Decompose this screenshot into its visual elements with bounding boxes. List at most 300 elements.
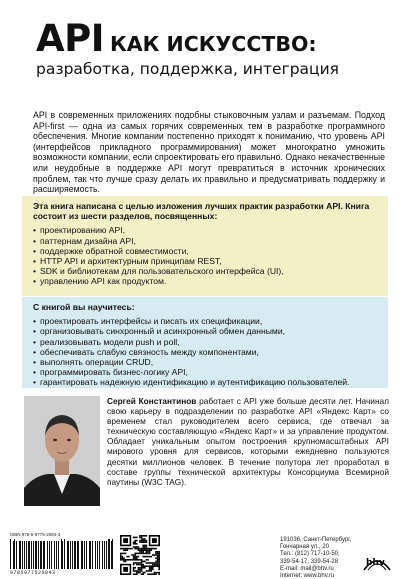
qr-module <box>141 540 143 542</box>
qr-module <box>141 549 143 551</box>
qr-module <box>136 562 138 564</box>
qr-module <box>147 562 149 564</box>
qr-module <box>134 570 136 572</box>
learn-list <box>33 316 378 387</box>
qr-module <box>157 559 159 561</box>
qr-module <box>120 559 122 561</box>
list-item: • паттернам дизайна API, <box>33 236 378 246</box>
qr-module <box>149 549 151 551</box>
barcode-bar <box>58 541 59 569</box>
qr-module <box>142 538 144 540</box>
qr-module <box>150 562 152 564</box>
barcode-bar <box>28 541 29 569</box>
qr-module <box>133 562 135 564</box>
qr-module <box>155 562 157 564</box>
qr-module <box>123 553 125 555</box>
qr-module <box>141 541 143 543</box>
qr-module <box>147 548 149 550</box>
barcode-bar <box>92 541 93 569</box>
barcode-bar <box>38 541 39 569</box>
isbn-number: ISBN 978-5-9775-2084-3 <box>10 532 61 537</box>
qr-module <box>158 565 160 567</box>
qr-module <box>125 553 127 555</box>
qr-module <box>136 556 138 558</box>
barcode-bar <box>26 541 27 569</box>
qr-module <box>146 540 148 542</box>
qr-module <box>152 562 154 564</box>
qr-module <box>125 549 127 551</box>
qr-module <box>158 551 160 553</box>
qr-module <box>126 556 128 558</box>
qr-module <box>136 546 138 548</box>
qr-module <box>154 573 156 575</box>
qr-code <box>120 535 160 575</box>
barcode-bar <box>86 541 87 569</box>
learn-title: С книгой вы научитесь: <box>33 302 135 312</box>
barcode-bar <box>43 541 44 569</box>
qr-module <box>122 557 124 559</box>
publisher-line: Тел.: (812) 717-10-50, <box>280 551 340 558</box>
book-contents-panel <box>22 196 388 296</box>
barcode-bar <box>14 539 15 569</box>
qr-module <box>141 562 143 564</box>
qr-module <box>122 559 124 561</box>
qr-module <box>146 553 148 555</box>
qr-module <box>152 573 154 575</box>
qr-module <box>144 561 146 563</box>
barcode-bar <box>35 541 37 569</box>
qr-module <box>128 559 130 561</box>
qr-module <box>157 556 159 558</box>
list-item: • SDK и библиотекам для пользовательского интерфейса (UI), <box>33 266 378 276</box>
qr-module <box>150 573 152 575</box>
qr-module <box>155 557 157 559</box>
qr-module <box>146 541 148 543</box>
barcode-bar <box>70 541 71 569</box>
qr-module <box>122 553 124 555</box>
qr-module <box>138 559 140 561</box>
qr-module <box>158 553 160 555</box>
qr-module <box>155 573 157 575</box>
barcode-bar <box>51 541 53 569</box>
title-main <box>36 17 386 60</box>
qr-module <box>139 541 141 543</box>
qr-module <box>125 559 127 561</box>
qr-module <box>130 559 132 561</box>
qr-module <box>139 567 141 569</box>
qr-module <box>142 548 144 550</box>
qr-module <box>131 548 133 550</box>
qr-module <box>144 548 146 550</box>
qr-module <box>144 540 146 542</box>
qr-module <box>139 537 141 539</box>
qr-module <box>146 546 148 548</box>
qr-module <box>157 572 159 574</box>
qr-module <box>149 548 151 550</box>
qr-module <box>139 551 141 553</box>
qr-module <box>120 554 122 556</box>
list-item: • HTTP API и архитектурным принципам REST, <box>33 256 378 266</box>
learn-panel <box>22 297 388 388</box>
qr-module <box>141 573 143 575</box>
qr-module <box>146 562 148 564</box>
qr-module <box>141 551 143 553</box>
qr-module <box>157 564 159 566</box>
qr-module <box>138 553 140 555</box>
qr-module <box>142 553 144 555</box>
barcode-bar <box>54 541 55 569</box>
barcode-bar <box>84 541 85 569</box>
qr-module <box>134 557 136 559</box>
publisher-address <box>280 537 370 579</box>
qr-module <box>149 556 151 558</box>
qr-module <box>152 565 154 567</box>
qr-module <box>128 556 130 558</box>
qr-module <box>144 572 146 574</box>
barcode-bar <box>62 541 63 569</box>
book-title <box>36 17 386 78</box>
qr-module <box>142 572 144 574</box>
qr-module <box>141 567 143 569</box>
qr-module <box>150 570 152 572</box>
qr-module <box>155 553 157 555</box>
qr-module <box>139 562 141 564</box>
barcode-bar <box>16 541 17 569</box>
qr-module <box>134 553 136 555</box>
qr-module <box>158 557 160 559</box>
qr-module <box>122 548 124 550</box>
qr-module <box>120 553 122 555</box>
barcode-bar <box>77 541 78 569</box>
qr-module <box>133 541 135 543</box>
qr-module <box>139 559 141 561</box>
barcode-bar <box>61 539 62 569</box>
qr-module <box>141 559 143 561</box>
qr-module <box>141 564 143 566</box>
qr-module <box>128 548 130 550</box>
barcode-bar <box>112 539 113 569</box>
qr-module <box>149 569 151 571</box>
qr-module <box>144 545 146 547</box>
publisher-line: 339-54-17, 339-54-28 <box>280 558 339 565</box>
qr-module <box>152 548 154 550</box>
barcode-bar <box>90 541 91 569</box>
qr-module <box>123 548 125 550</box>
qr-module <box>139 549 141 551</box>
qr-module <box>134 556 136 558</box>
qr-module <box>149 567 151 569</box>
qr-module <box>134 554 136 556</box>
qr-module <box>146 551 148 553</box>
list-item: • поддержке обратной совместимости, <box>33 246 378 256</box>
author-photo <box>24 396 100 506</box>
qr-module <box>154 564 156 566</box>
qr-module <box>122 556 124 558</box>
qr-module <box>141 537 143 539</box>
qr-module <box>150 565 152 567</box>
qr-module <box>142 565 144 567</box>
qr-module <box>120 557 122 559</box>
barcode-bar <box>95 541 96 569</box>
qr-module <box>158 562 160 564</box>
publisher-line: Internet: www.bhv.ru <box>280 573 335 579</box>
qr-module <box>133 564 135 566</box>
qr-module <box>134 567 136 569</box>
qr-module <box>133 546 135 548</box>
qr-module <box>144 541 146 543</box>
barcode-bar <box>40 541 41 569</box>
qr-module <box>120 556 122 558</box>
qr-module <box>142 573 144 575</box>
qr-module <box>134 543 136 545</box>
qr-module <box>158 572 160 574</box>
qr-module <box>152 567 154 569</box>
barcode-bar <box>67 541 69 569</box>
qr-finder <box>152 538 157 543</box>
qr-module <box>136 537 138 539</box>
qr-module <box>158 564 160 566</box>
qr-module <box>144 567 146 569</box>
qr-module <box>146 559 148 561</box>
barcode-bar <box>10 539 11 569</box>
qr-module <box>157 553 159 555</box>
qr-module <box>136 553 138 555</box>
list-item: • обеспечивать слабую связность между компонентами, <box>33 347 378 357</box>
barcode-bar <box>72 541 73 569</box>
qr-module <box>146 565 148 567</box>
qr-module <box>149 553 151 555</box>
qr-module <box>138 562 140 564</box>
qr-module <box>136 570 138 572</box>
qr-module <box>136 540 138 542</box>
barcode-bar <box>33 541 34 569</box>
qr-module <box>136 543 138 545</box>
qr-module <box>152 554 154 556</box>
title-rest-words: КАК ИСКУССТВО: <box>110 32 317 56</box>
qr-module <box>139 572 141 574</box>
qr-module <box>133 556 135 558</box>
qr-module <box>139 570 141 572</box>
qr-module <box>144 535 146 537</box>
qr-module <box>133 557 135 559</box>
qr-module <box>157 554 159 556</box>
qr-module <box>150 556 152 558</box>
qr-finder <box>123 567 128 572</box>
qr-module <box>136 572 138 574</box>
barcode-bar <box>44 541 45 569</box>
publisher-line: 191036, Санкт-Петербург, <box>280 537 352 543</box>
qr-module <box>149 551 151 553</box>
qr-module <box>152 564 154 566</box>
qr-module <box>139 553 141 555</box>
qr-module <box>147 553 149 555</box>
qr-module <box>134 546 136 548</box>
qr-module <box>138 569 140 571</box>
qr-module <box>144 546 146 548</box>
barcode-bar <box>47 541 48 569</box>
qr-module <box>139 564 141 566</box>
qr-module <box>154 565 156 567</box>
list-item: • организовывать синхронный и асинхронный обмен данными, <box>33 326 378 336</box>
qr-module <box>142 556 144 558</box>
qr-module <box>134 559 136 561</box>
barcode-bar <box>89 541 90 569</box>
barcode <box>10 539 115 569</box>
qr-module <box>136 557 138 559</box>
barcode-bar <box>97 541 99 569</box>
barcode-bar <box>99 541 100 569</box>
qr-module <box>133 543 135 545</box>
qr-module <box>155 564 157 566</box>
list-item: • проектированию API, <box>33 225 378 235</box>
barcode-bar <box>49 541 50 569</box>
barcode-bar <box>102 541 103 569</box>
barcode-bar <box>24 541 25 569</box>
book-contents-list <box>33 225 378 286</box>
qr-module <box>158 567 160 569</box>
publisher-line: Гончарная ул., 20 <box>280 544 329 551</box>
qr-module <box>134 548 136 550</box>
qr-module <box>142 545 144 547</box>
qr-module <box>141 565 143 567</box>
qr-module <box>146 548 148 550</box>
qr-module <box>157 562 159 564</box>
qr-module <box>155 572 157 574</box>
qr-module <box>136 573 138 575</box>
qr-module <box>133 570 135 572</box>
qr-module <box>157 565 159 567</box>
qr-module <box>126 559 128 561</box>
qr-module <box>139 569 141 571</box>
qr-module <box>131 559 133 561</box>
qr-module <box>142 540 144 542</box>
qr-module <box>141 548 143 550</box>
qr-module <box>134 540 136 542</box>
list-item: • программировать бизнес-логику API, <box>33 367 378 377</box>
qr-module <box>123 559 125 561</box>
qr-module <box>133 537 135 539</box>
qr-module <box>134 537 136 539</box>
qr-module <box>144 553 146 555</box>
isbn-block <box>10 532 115 576</box>
qr-module <box>158 554 160 556</box>
qr-module <box>155 565 157 567</box>
qr-module <box>147 570 149 572</box>
qr-module <box>134 562 136 564</box>
qr-module <box>154 554 156 556</box>
qr-module <box>149 573 151 575</box>
qr-module <box>142 567 144 569</box>
barcode-bar <box>31 541 32 569</box>
qr-module <box>142 551 144 553</box>
barcode-bar <box>104 541 105 569</box>
qr-module <box>158 569 160 571</box>
qr-module <box>144 565 146 567</box>
bhv-logo-text: bhv <box>366 558 385 568</box>
barcode-digits: 9785977520843 <box>10 570 56 576</box>
qr-module <box>155 554 157 556</box>
qr-module <box>146 570 148 572</box>
barcode-bar <box>106 541 107 569</box>
barcode-bar <box>78 541 79 569</box>
barcode-bar <box>19 541 21 569</box>
list-item: • гарантировать надежную идентификацию и аутентификацию пользователей. <box>33 377 378 387</box>
qr-module <box>141 538 143 540</box>
barcode-bar <box>56 541 57 569</box>
list-item: • реализовывать модели push и poll, <box>33 337 378 347</box>
barcode-bar <box>81 541 83 569</box>
title-subtitle: разработка, поддержка, интеграция <box>36 60 340 78</box>
qr-module <box>131 554 133 556</box>
barcode-bar <box>74 541 75 569</box>
book-description: API в современных приложениях подобны стыковочным узлам и разъемам. Подход API-first — одна из самых горячих современных тем в разработке программного обеспечения. Многие компании постепенно приходят к пониманию, что уровень API (интерфейсов прикладного программирования) может многократно умножить возможности компании, если спроектировать его правильно. Однако некачественные или неудобные в поддержке API могут превратиться в источник хронических проблем, так что лучше сразу делать их правильно и предусматривать поддержку и расширяемость. <box>33 110 385 195</box>
qr-module <box>155 561 157 563</box>
barcode-bar <box>111 541 112 569</box>
qr-module <box>136 548 138 550</box>
qr-module <box>147 565 149 567</box>
author-bio-text: работает с API уже больше десяти лет. Начинал свою карьеру в подразделении по разработке API «Яндекс Карт» со временем стал руководителем всего сервиса, где отвечал за техническую составляющую «Яндекс Карт» и за управление продуктом. Обладает уникальным опытом построения крупномасштабных API мирового уровня для сервисов, которыми ежедневно пользуются десятки миллионов человек. В течение полутора лет проработал в составе группы технической архитектуры Консорциума Всемирной паутины (W3C TAG). <box>107 396 389 487</box>
qr-module <box>146 535 148 537</box>
qr-module <box>142 535 144 537</box>
list-item: • выполнять операции CRUD, <box>33 357 378 367</box>
qr-module <box>157 551 159 553</box>
qr-module <box>142 541 144 543</box>
qr-module <box>139 535 141 537</box>
qr-module <box>133 573 135 575</box>
qr-module <box>158 556 160 558</box>
qr-module <box>133 567 135 569</box>
qr-module <box>149 562 151 564</box>
qr-module <box>154 562 156 564</box>
qr-module <box>150 549 152 551</box>
qr-module <box>141 570 143 572</box>
qr-module <box>136 564 138 566</box>
qr-module <box>142 546 144 548</box>
qr-module <box>144 549 146 551</box>
qr-module <box>138 556 140 558</box>
qr-module <box>158 573 160 575</box>
qr-module <box>125 548 127 550</box>
qr-module <box>157 561 159 563</box>
qr-module <box>144 538 146 540</box>
qr-module <box>147 556 149 558</box>
qr-module <box>154 572 156 574</box>
qr-module <box>147 549 149 551</box>
qr-module <box>150 569 152 571</box>
qr-module <box>138 549 140 551</box>
qr-module <box>150 548 152 550</box>
title-api-word: API <box>36 17 105 60</box>
qr-module <box>142 561 144 563</box>
qr-module <box>157 557 159 559</box>
author-bio <box>107 396 389 487</box>
qr-module <box>134 541 136 543</box>
list-item: • проектировать интерфейсы и писать их спецификации, <box>33 316 378 326</box>
qr-module <box>133 569 135 571</box>
qr-module <box>138 572 140 574</box>
qr-module <box>134 573 136 575</box>
author-name: Сергей Константинов <box>107 396 197 406</box>
qr-module <box>147 559 149 561</box>
qr-module <box>136 559 138 561</box>
qr-module <box>123 549 125 551</box>
qr-module <box>139 548 141 550</box>
barcode-bar <box>22 541 23 569</box>
list-item: • управлению API как продуктом. <box>33 276 378 286</box>
qr-module <box>126 548 128 550</box>
qr-module <box>138 570 140 572</box>
qr-module <box>141 561 143 563</box>
